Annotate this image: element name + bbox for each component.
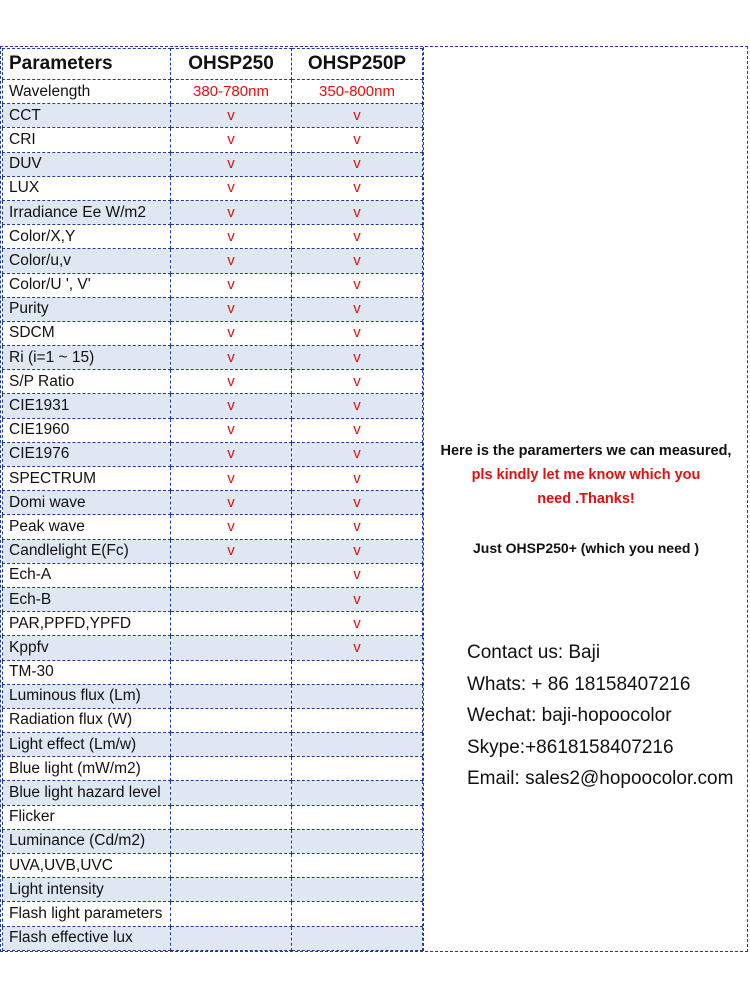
ohsp250p-cell: v: [292, 563, 423, 587]
ohsp250-cell: [171, 829, 292, 853]
ohsp250p-cell: v: [292, 128, 423, 152]
ohsp250-cell: [171, 854, 292, 878]
ohsp250p-cell: v: [292, 297, 423, 321]
ohsp250-cell: [171, 805, 292, 829]
ohsp250-cell: v: [171, 539, 292, 563]
ohsp250p-cell: v: [292, 152, 423, 176]
parameter-name-cell: Ech-B: [3, 587, 171, 611]
table-row: [3, 249, 423, 273]
table-row: [3, 612, 423, 636]
ohsp250p-cell: v: [292, 587, 423, 611]
table-row: [3, 902, 423, 926]
ohsp250p-cell: [292, 781, 423, 805]
ohsp250p-cell: v: [292, 418, 423, 442]
ohsp250-cell: [171, 587, 292, 611]
header-ohsp250: OHSP250: [171, 49, 292, 80]
table-row: [3, 200, 423, 224]
contact-whats: Whats: + 86 18158407216: [467, 674, 691, 695]
ohsp250-cell: [171, 636, 292, 660]
table-row: [3, 829, 423, 853]
parameter-name-cell: Ri (i=1 ~ 15): [3, 346, 171, 370]
table-row: [3, 321, 423, 345]
ohsp250-cell: v: [171, 346, 292, 370]
table-row: [3, 684, 423, 708]
header-parameters: Parameters: [3, 49, 171, 80]
parameter-name-cell: Flicker: [3, 805, 171, 829]
parameter-name-cell: CIE1976: [3, 442, 171, 466]
ohsp250-cell: v: [171, 418, 292, 442]
parameter-name-cell: Light intensity: [3, 878, 171, 902]
table-row: [3, 805, 423, 829]
table-row: [3, 346, 423, 370]
ohsp250-cell: v: [171, 104, 292, 128]
parameter-name-cell: SDCM: [3, 321, 171, 345]
table-row: [3, 757, 423, 781]
table-row: [3, 442, 423, 466]
ohsp250-cell: [171, 733, 292, 757]
ohsp250-cell: [171, 902, 292, 926]
parameter-name-cell: Blue light hazard level: [3, 781, 171, 805]
note-line-3: need .Thanks!: [537, 491, 635, 507]
contact-wechat: Wechat: baji-hopoocolor: [467, 705, 672, 726]
ohsp250p-cell: v: [292, 515, 423, 539]
table-row: [3, 878, 423, 902]
ohsp250-cell: v: [171, 515, 292, 539]
parameter-name-cell: PAR,PPFD,YPFD: [3, 612, 171, 636]
ohsp250-cell: v: [171, 176, 292, 200]
table-body: [3, 80, 423, 951]
ohsp250p-cell: [292, 902, 423, 926]
table-row: [3, 660, 423, 684]
parameter-name-cell: CIE1960: [3, 418, 171, 442]
table-row: [3, 854, 423, 878]
table-row: [3, 104, 423, 128]
table-row: [3, 394, 423, 418]
parameter-name-cell: TM-30: [3, 660, 171, 684]
table-row: [3, 467, 423, 491]
ohsp250-cell: [171, 757, 292, 781]
ohsp250-cell: v: [171, 297, 292, 321]
note-line-2: pls kindly let me know which you: [471, 467, 701, 483]
ohsp250p-cell: [292, 708, 423, 732]
ohsp250-cell: [171, 684, 292, 708]
table-row: [3, 926, 423, 950]
ohsp250-cell: v: [171, 370, 292, 394]
ohsp250p-cell: 350-800nm: [292, 80, 423, 104]
parameter-name-cell: LUX: [3, 176, 171, 200]
ohsp250-cell: v: [171, 442, 292, 466]
ohsp250p-cell: v: [292, 104, 423, 128]
parameter-name-cell: Ech-A: [3, 563, 171, 587]
ohsp250-cell: v: [171, 249, 292, 273]
ohsp250p-cell: v: [292, 636, 423, 660]
parameter-name-cell: SPECTRUM: [3, 467, 171, 491]
ohsp250-cell: [171, 781, 292, 805]
ohsp250p-cell: v: [292, 442, 423, 466]
table-row: [3, 80, 423, 104]
parameter-name-cell: Radiation flux (W): [3, 708, 171, 732]
ohsp250p-cell: v: [292, 249, 423, 273]
ohsp250-cell: [171, 878, 292, 902]
ohsp250-cell: v: [171, 273, 292, 297]
parameter-name-cell: Kppfv: [3, 636, 171, 660]
table-row: [3, 708, 423, 732]
table-row: [3, 781, 423, 805]
table-row: [3, 418, 423, 442]
ohsp250p-cell: [292, 684, 423, 708]
ohsp250p-cell: v: [292, 394, 423, 418]
ohsp250p-cell: v: [292, 612, 423, 636]
parameter-name-cell: CIE1931: [3, 394, 171, 418]
ohsp250-cell: [171, 708, 292, 732]
ohsp250p-cell: [292, 829, 423, 853]
ohsp250-cell: v: [171, 225, 292, 249]
parameter-name-cell: Domi wave: [3, 491, 171, 515]
parameter-name-cell: Light effect (Lm/w): [3, 733, 171, 757]
table-row: [3, 152, 423, 176]
parameter-name-cell: DUV: [3, 152, 171, 176]
parameter-name-cell: Luminous flux (Lm): [3, 684, 171, 708]
info-panel: [423, 47, 748, 951]
ohsp250p-cell: v: [292, 539, 423, 563]
note-line-1: Here is the paramerters we can measured,: [440, 443, 732, 459]
parameter-name-cell: Peak wave: [3, 515, 171, 539]
parameters-table: [2, 48, 423, 951]
table-row: [3, 176, 423, 200]
ohsp250-cell: v: [171, 200, 292, 224]
ohsp250-cell: v: [171, 128, 292, 152]
ohsp250p-cell: [292, 854, 423, 878]
ohsp250p-cell: v: [292, 346, 423, 370]
ohsp250p-cell: v: [292, 225, 423, 249]
parameter-name-cell: Irradiance Ee W/m2: [3, 200, 171, 224]
ohsp250-cell: 380-780nm: [171, 80, 292, 104]
ohsp250-cell: [171, 660, 292, 684]
table-row: [3, 225, 423, 249]
ohsp250p-cell: [292, 878, 423, 902]
parameter-name-cell: Flash light parameters: [3, 902, 171, 926]
table-header-row: [3, 49, 423, 80]
table-row: [3, 515, 423, 539]
parameter-name-cell: UVA,UVB,UVC: [3, 854, 171, 878]
table-row: [3, 297, 423, 321]
parameter-name-cell: Purity: [3, 297, 171, 321]
parameter-name-cell: Color/X,Y: [3, 225, 171, 249]
parameter-name-cell: Color/U ', V': [3, 273, 171, 297]
ohsp250p-cell: [292, 926, 423, 950]
ohsp250p-cell: v: [292, 200, 423, 224]
ohsp250-cell: v: [171, 394, 292, 418]
ohsp250p-cell: v: [292, 273, 423, 297]
ohsp250-cell: [171, 612, 292, 636]
table-row: [3, 733, 423, 757]
parameter-name-cell: CCT: [3, 104, 171, 128]
contact-skype: Skype:+8618158407216: [467, 737, 674, 758]
ohsp250p-cell: [292, 757, 423, 781]
ohsp250p-cell: v: [292, 321, 423, 345]
ohsp250-cell: [171, 926, 292, 950]
contact-name: Contact us: Baji: [467, 642, 601, 663]
ohsp250p-cell: v: [292, 370, 423, 394]
parameter-name-cell: S/P Ratio: [3, 370, 171, 394]
parameter-name-cell: Blue light (mW/m2): [3, 757, 171, 781]
ohsp250-cell: [171, 563, 292, 587]
note-line-4: Just OHSP250+ (which you need ): [472, 540, 699, 556]
parameter-name-cell: Candlelight E(Fc): [3, 539, 171, 563]
ohsp250-cell: v: [171, 152, 292, 176]
ohsp250p-cell: v: [292, 491, 423, 515]
ohsp250p-cell: [292, 733, 423, 757]
ohsp250-cell: v: [171, 491, 292, 515]
table-row: [3, 273, 423, 297]
parameter-name-cell: Flash effective lux: [3, 926, 171, 950]
ohsp250p-cell: v: [292, 176, 423, 200]
ohsp250p-cell: v: [292, 467, 423, 491]
table-row: [3, 563, 423, 587]
ohsp250-cell: v: [171, 467, 292, 491]
table-row: [3, 370, 423, 394]
table-row: [3, 491, 423, 515]
ohsp250-cell: v: [171, 321, 292, 345]
contact-email[interactable]: Email: sales2@hopoocolor.com: [467, 768, 734, 789]
table-row: [3, 128, 423, 152]
table-row: [3, 587, 423, 611]
parameter-name-cell: Wavelength: [3, 80, 171, 104]
parameter-name-cell: Color/u,v: [3, 249, 171, 273]
table-row: [3, 539, 423, 563]
parameter-name-cell: Luminance (Cd/m2): [3, 829, 171, 853]
ohsp250p-cell: [292, 660, 423, 684]
parameter-name-cell: CRI: [3, 128, 171, 152]
header-ohsp250p: OHSP250P: [292, 49, 423, 80]
table-row: [3, 636, 423, 660]
ohsp250p-cell: [292, 805, 423, 829]
